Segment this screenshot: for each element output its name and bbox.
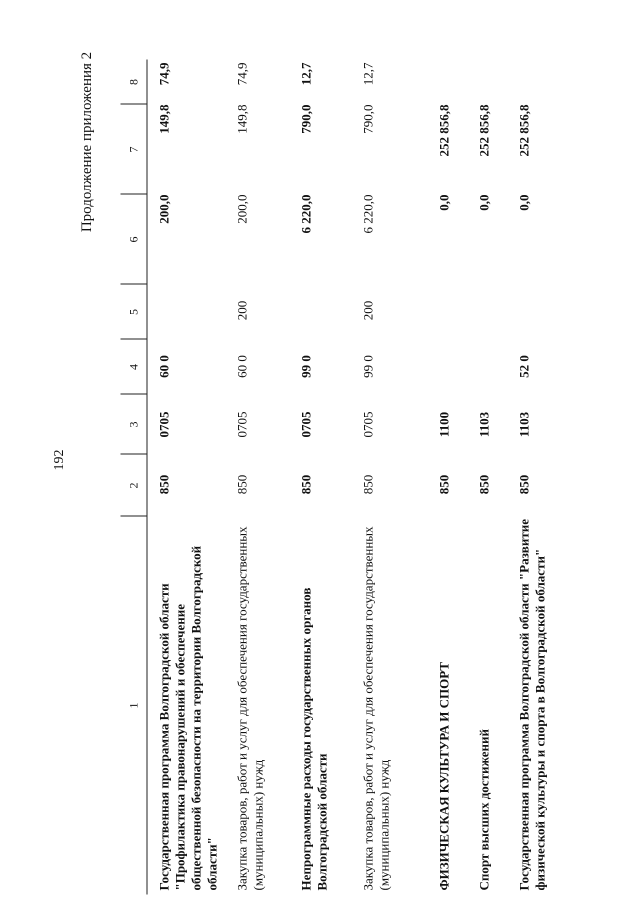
cell-col4: 60 0 xyxy=(156,355,172,378)
cell-col6: 0,0 xyxy=(516,194,532,211)
column-header-7: 7 xyxy=(126,146,141,153)
column-header-1: 1 xyxy=(126,702,141,709)
cell-col2: 850 xyxy=(234,474,250,495)
cell-col4: 99 0 xyxy=(360,355,376,378)
cell-col8: 74,9 xyxy=(234,62,250,86)
cell-col3: 0705 xyxy=(234,411,250,438)
cell-col3: 1100 xyxy=(436,411,452,438)
cell-col2: 850 xyxy=(360,474,376,495)
row-name: Государственная программа Волгоградской области "Развитие физической культуры и спорта в Волгоградской области" xyxy=(516,519,548,891)
cell-col6: 6 220,0 xyxy=(298,194,314,234)
cell-col6: 6 220,0 xyxy=(360,194,376,234)
cell-col6: 200,0 xyxy=(234,194,250,224)
cell-col2: 850 xyxy=(298,474,314,495)
row-name: ФИЗИЧЕСКАЯ КУЛЬТУРА И СПОРТ xyxy=(436,662,452,891)
cell-col3: 1103 xyxy=(476,411,492,438)
column-header-6: 6 xyxy=(126,236,141,243)
cell-col2: 850 xyxy=(436,474,452,495)
cell-col4: 52 0 xyxy=(516,355,532,378)
cell-col7: 790,0 xyxy=(360,104,376,134)
cell-col7: 149,8 xyxy=(234,104,250,134)
cell-col3: 0705 xyxy=(360,411,376,438)
column-header-2: 2 xyxy=(126,482,141,489)
cell-col3: 0705 xyxy=(298,411,314,438)
cell-col7: 252 856,8 xyxy=(516,104,532,157)
cell-col8: 12,7 xyxy=(360,62,376,86)
row-name: Непрограммные расходы государственных органов Волгоградской области xyxy=(298,587,330,891)
cell-col5: 200 xyxy=(234,300,250,321)
row-name: Закупка товаров, работ и услуг для обеспечения государственных (муниципальных) нужд xyxy=(234,526,266,891)
cell-col7: 252 856,8 xyxy=(476,104,492,157)
cell-col8: 74,9 xyxy=(156,62,172,86)
cell-col7: 790,0 xyxy=(298,104,314,134)
column-header-4: 4 xyxy=(126,364,141,370)
cell-col6: 0,0 xyxy=(436,194,452,211)
cell-col8: 12,7 xyxy=(298,62,314,86)
appendix-continuation-note: Продолжение приложения 2 xyxy=(79,51,95,233)
page-number: 192 xyxy=(52,449,67,471)
cell-col6: 0,0 xyxy=(476,194,492,211)
cell-col5: 200 xyxy=(360,300,376,321)
cell-col3: 0705 xyxy=(156,411,172,438)
cell-col2: 850 xyxy=(156,474,172,495)
table-container xyxy=(120,60,640,895)
cell-col7: 252 856,8 xyxy=(436,104,452,157)
column-header-3: 3 xyxy=(126,421,141,428)
column-header-8: 8 xyxy=(126,79,141,85)
header-bottom-rule xyxy=(147,60,148,895)
row-name: Государственная программа Волгоградской области "Профилактика правонарушений и обеспечение общественной безопасности на территории Волгоградской области" xyxy=(156,545,220,891)
row-name: Спорт высших достижений xyxy=(476,729,492,891)
cell-col3: 1103 xyxy=(516,411,532,438)
cell-col4: 60 0 xyxy=(234,355,250,378)
cell-col2: 850 xyxy=(516,474,532,495)
budget-table xyxy=(121,60,640,895)
cell-col6: 200,0 xyxy=(156,194,172,224)
cell-col4: 99 0 xyxy=(298,355,314,378)
column-header-5: 5 xyxy=(126,309,141,315)
cell-col2: 850 xyxy=(476,474,492,495)
cell-col7: 149,8 xyxy=(156,104,172,134)
row-name: Закупка товаров, работ и услуг для обеспечения государственных (муниципальных) нужд xyxy=(360,526,392,891)
